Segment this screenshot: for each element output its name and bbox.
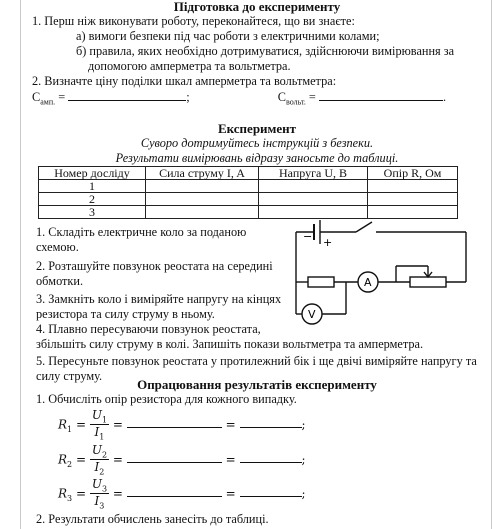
r-sub: 1 <box>67 424 73 434</box>
c-amp-sub: амп. <box>40 97 56 107</box>
eq-sign: = <box>112 486 123 501</box>
c-amp-label: C <box>32 90 41 104</box>
calc-blank[interactable] <box>127 427 222 428</box>
i-symbol: I <box>94 425 100 440</box>
result-blank[interactable] <box>240 462 302 463</box>
header-voltage: Напруга U, B <box>259 167 368 180</box>
u-sub: 1 <box>101 415 108 425</box>
semicolon: ; <box>301 417 306 432</box>
table-row <box>39 180 458 193</box>
fraction <box>90 408 109 442</box>
i-sub: 3 <box>99 501 105 511</box>
eq-sign: = <box>75 417 87 432</box>
eq-sign: = <box>75 486 87 501</box>
rheostat-icon <box>410 277 446 287</box>
step-1-line-1: 1. Складіть електричне коло за поданою <box>36 225 247 239</box>
scale-division-line <box>32 90 482 109</box>
cell-trial: 2 <box>39 193 146 206</box>
semicolon: ; <box>186 90 190 104</box>
step-3-line-1: 3. Замкніть коло і виміряйте напругу на кінцях <box>36 292 282 306</box>
result-blank[interactable] <box>240 496 302 497</box>
prep-item-1b: б) правила, яких необхідно дотримуватися, здійснюючи вимірювання за <box>76 44 455 58</box>
prep-item-1a: а) вимоги безпеки під час роботи з електричними колами; <box>76 29 380 43</box>
cell-current[interactable] <box>146 206 259 219</box>
cell-voltage[interactable] <box>259 206 368 219</box>
cell-trial: 1 <box>39 180 146 193</box>
worksheet <box>32 0 482 219</box>
prep-item-1b-cont: допомогою амперметра та вольтметра. <box>88 59 291 73</box>
prep-title: Підготовка до експерименту <box>173 0 341 14</box>
switch-icon <box>356 222 372 232</box>
step-2-line-2: обмотки. <box>36 274 84 288</box>
cell-resistance[interactable] <box>368 206 458 219</box>
calc-blank[interactable] <box>127 462 222 463</box>
prep-item-1: 1. Перш ніж виконувати роботу, переконайтеся, що ви знаєте: <box>32 14 355 28</box>
semicolon: ; <box>301 486 306 501</box>
r-symbol: R <box>58 452 68 467</box>
results-item-2: 2. Результати обчислень занесіть до таблиці. <box>36 512 269 526</box>
c-volt-sub: вольт. <box>285 97 306 107</box>
cell-resistance[interactable] <box>368 193 458 206</box>
formula-r2 <box>58 443 306 477</box>
cell-trial: 3 <box>39 206 146 219</box>
eq-sign: = <box>225 486 236 501</box>
results-title: Опрацювання результатів експерименту <box>137 377 377 392</box>
cell-voltage[interactable] <box>259 193 368 206</box>
result-blank[interactable] <box>240 427 302 428</box>
period: . <box>442 90 447 104</box>
eq-sign: = <box>308 90 316 104</box>
header-resistance: Опір R, Ом <box>368 167 458 180</box>
eq-sign: = <box>58 90 66 104</box>
step-5-line-1: 5. Пересуньте повзунок реостата у протилежний бік і ще двічі виміряйте напругу та <box>36 354 477 368</box>
header-current: Сила струму I, A <box>146 167 259 180</box>
step-4-line-2: збільшіть силу струму в колі. Запишіть покази вольтметра та амперметра. <box>36 337 424 351</box>
header-trial: Номер досліду <box>39 167 146 180</box>
eq-sign: = <box>75 452 87 467</box>
cell-resistance[interactable] <box>368 180 458 193</box>
voltmeter-label: V <box>308 308 316 321</box>
cell-current[interactable] <box>146 180 259 193</box>
circuit-diagram <box>286 218 486 330</box>
r-symbol: R <box>58 417 68 432</box>
safety-note: Суворо дотримуйтесь інструкцій з безпеки. <box>140 136 374 151</box>
eq-sign: = <box>112 417 123 432</box>
resistor-icon <box>308 277 334 287</box>
ammeter-label: A <box>364 276 372 289</box>
results-table <box>38 166 458 219</box>
eq-sign: = <box>112 452 123 467</box>
calc-blank[interactable] <box>127 496 222 497</box>
results-item-1: 1. Обчисліть опір резистора для кожного випадку. <box>36 392 297 406</box>
u-sub: 2 <box>101 450 108 460</box>
table-row <box>39 206 458 219</box>
semicolon: ; <box>301 452 306 467</box>
i-sub: 2 <box>99 467 105 477</box>
fraction <box>90 443 109 477</box>
step-4-line-1: 4. Плавно пересуваючи повзунок реостата, <box>36 322 261 336</box>
step-5-line-2: силу струму. <box>36 369 103 383</box>
record-note: Результати вимірювань відразу заносьте до таблиці. <box>115 151 399 166</box>
u-sub: 3 <box>101 484 108 494</box>
step-2-line-1: 2. Розташуйте повзунок реостата на середині <box>36 259 273 273</box>
prep-item-2: 2. Визначте ціну поділки шкал амперметра та вольтметра: <box>32 74 337 88</box>
i-symbol: I <box>94 494 100 509</box>
u-symbol: U <box>91 477 102 491</box>
fraction <box>90 477 109 511</box>
step-1-line-2: схемою. <box>36 240 79 254</box>
c-volt-answer-blank[interactable] <box>319 100 443 101</box>
battery-minus-label: − <box>303 230 313 243</box>
r-sub: 3 <box>67 493 73 503</box>
u-symbol: U <box>91 443 102 457</box>
eq-sign: = <box>225 452 236 467</box>
experiment-title: Експеримент <box>217 121 297 137</box>
formula-r3 <box>58 477 306 511</box>
table-header-row <box>39 167 458 180</box>
i-sub: 1 <box>99 432 105 442</box>
battery-plus-label: + <box>323 236 333 249</box>
c-volt-label: C <box>277 90 286 104</box>
r-symbol: R <box>58 486 68 501</box>
c-amp-answer-blank[interactable] <box>68 100 186 101</box>
formula-r1 <box>58 408 306 442</box>
i-symbol: I <box>94 460 100 475</box>
step-3-line-2: резистора та силу струму в ньому. <box>36 307 215 321</box>
cell-current[interactable] <box>146 193 259 206</box>
table-row <box>39 193 458 206</box>
u-symbol: U <box>91 408 102 422</box>
cell-voltage[interactable] <box>259 180 368 193</box>
eq-sign: = <box>225 417 236 432</box>
r-sub: 2 <box>67 459 73 469</box>
